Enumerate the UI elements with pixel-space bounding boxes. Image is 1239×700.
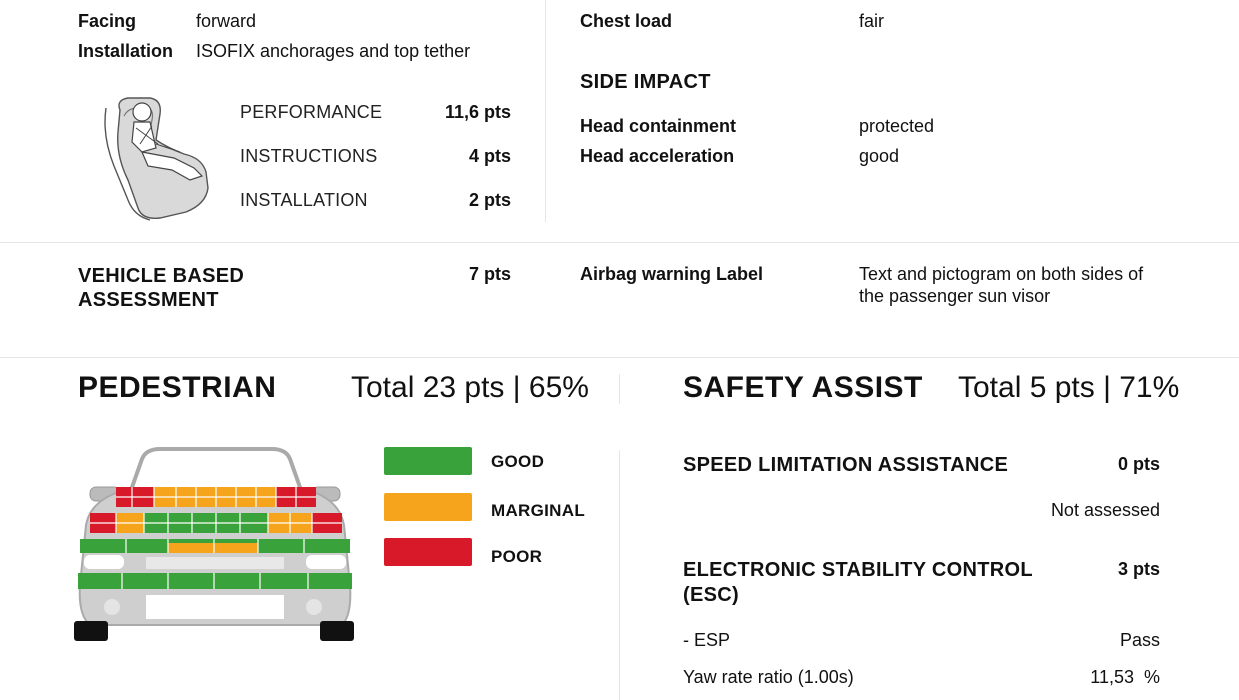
- score-label-installation: INSTALLATION: [240, 190, 368, 210]
- esc-title-line1: ELECTRONIC STABILITY CONTROL: [683, 559, 1033, 581]
- safety-assist-title: SAFETY ASSIST: [683, 371, 923, 404]
- yaw-rate-label: Yaw rate ratio (1.00s): [683, 667, 854, 687]
- section-divider-2: [0, 357, 1239, 358]
- esc-esp-label: - ESP: [683, 630, 731, 650]
- bottom-column-divider: [619, 450, 620, 700]
- vehicle-based-pts: 7 pts: [468, 264, 511, 284]
- head-containment-value: protected: [859, 116, 935, 136]
- legend-label-poor: POOR: [491, 547, 543, 566]
- legend-label-good: GOOD: [491, 452, 545, 471]
- score-pts-installation: 2 pts: [468, 190, 511, 210]
- speed-limitation-title: SPEED LIMITATION ASSISTANCE: [683, 454, 1009, 476]
- airbag-label: Airbag warning Label: [580, 264, 764, 284]
- section-divider-1: [0, 242, 1239, 243]
- installation-value: ISOFIX anchorages and top tether: [196, 41, 471, 61]
- legend-swatch-marginal: [384, 493, 472, 521]
- vehicle-based-heading-line1: VEHICLE BASED: [78, 265, 245, 287]
- safety-assist-total: Total 5 pts | 71%: [958, 371, 1180, 404]
- esc-esp-value: Pass: [1119, 630, 1160, 650]
- speed-limitation-pts: 0 pts: [1117, 454, 1160, 474]
- airbag-value-line2: the passenger sun visor: [859, 286, 1051, 306]
- pedestrian-car-diagram: [72, 445, 357, 645]
- legend-swatch-poor: [384, 538, 472, 566]
- child-seat-illustration: [98, 96, 222, 224]
- esc-title-line2: (ESC): [683, 584, 739, 606]
- speed-limitation-status: Not assessed: [1050, 500, 1160, 520]
- yaw-rate-value: 11,53 %: [1090, 667, 1160, 687]
- pedestrian-total: Total 23 pts | 65%: [351, 371, 589, 404]
- esc-pts: 3 pts: [1117, 559, 1160, 579]
- installation-label: Installation: [78, 41, 174, 61]
- score-pts-instructions: 4 pts: [468, 146, 511, 166]
- score-label-instructions: INSTRUCTIONS: [240, 146, 378, 166]
- airbag-value-line1: Text and pictogram on both sides of: [859, 264, 1144, 284]
- vehicle-based-heading-line2: ASSESSMENT: [78, 289, 219, 311]
- legend-label-marginal: MARGINAL: [491, 501, 585, 520]
- chest-load-value: fair: [859, 11, 885, 31]
- pedestrian-title: PEDESTRIAN: [78, 371, 277, 404]
- side-impact-heading: SIDE IMPACT: [580, 71, 711, 93]
- facing-value: forward: [196, 11, 257, 31]
- head-acceleration-label: Head acceleration: [580, 146, 735, 166]
- chest-load-label: Chest load: [580, 11, 673, 31]
- score-label-performance: PERFORMANCE: [240, 102, 383, 122]
- score-pts-performance: 11,6 pts: [444, 102, 511, 122]
- header-column-divider: [619, 374, 620, 404]
- head-acceleration-value: good: [859, 146, 900, 166]
- legend-swatch-good: [384, 447, 472, 475]
- facing-label: Facing: [78, 11, 137, 31]
- top-column-divider: [545, 0, 546, 222]
- head-containment-label: Head containment: [580, 116, 737, 136]
